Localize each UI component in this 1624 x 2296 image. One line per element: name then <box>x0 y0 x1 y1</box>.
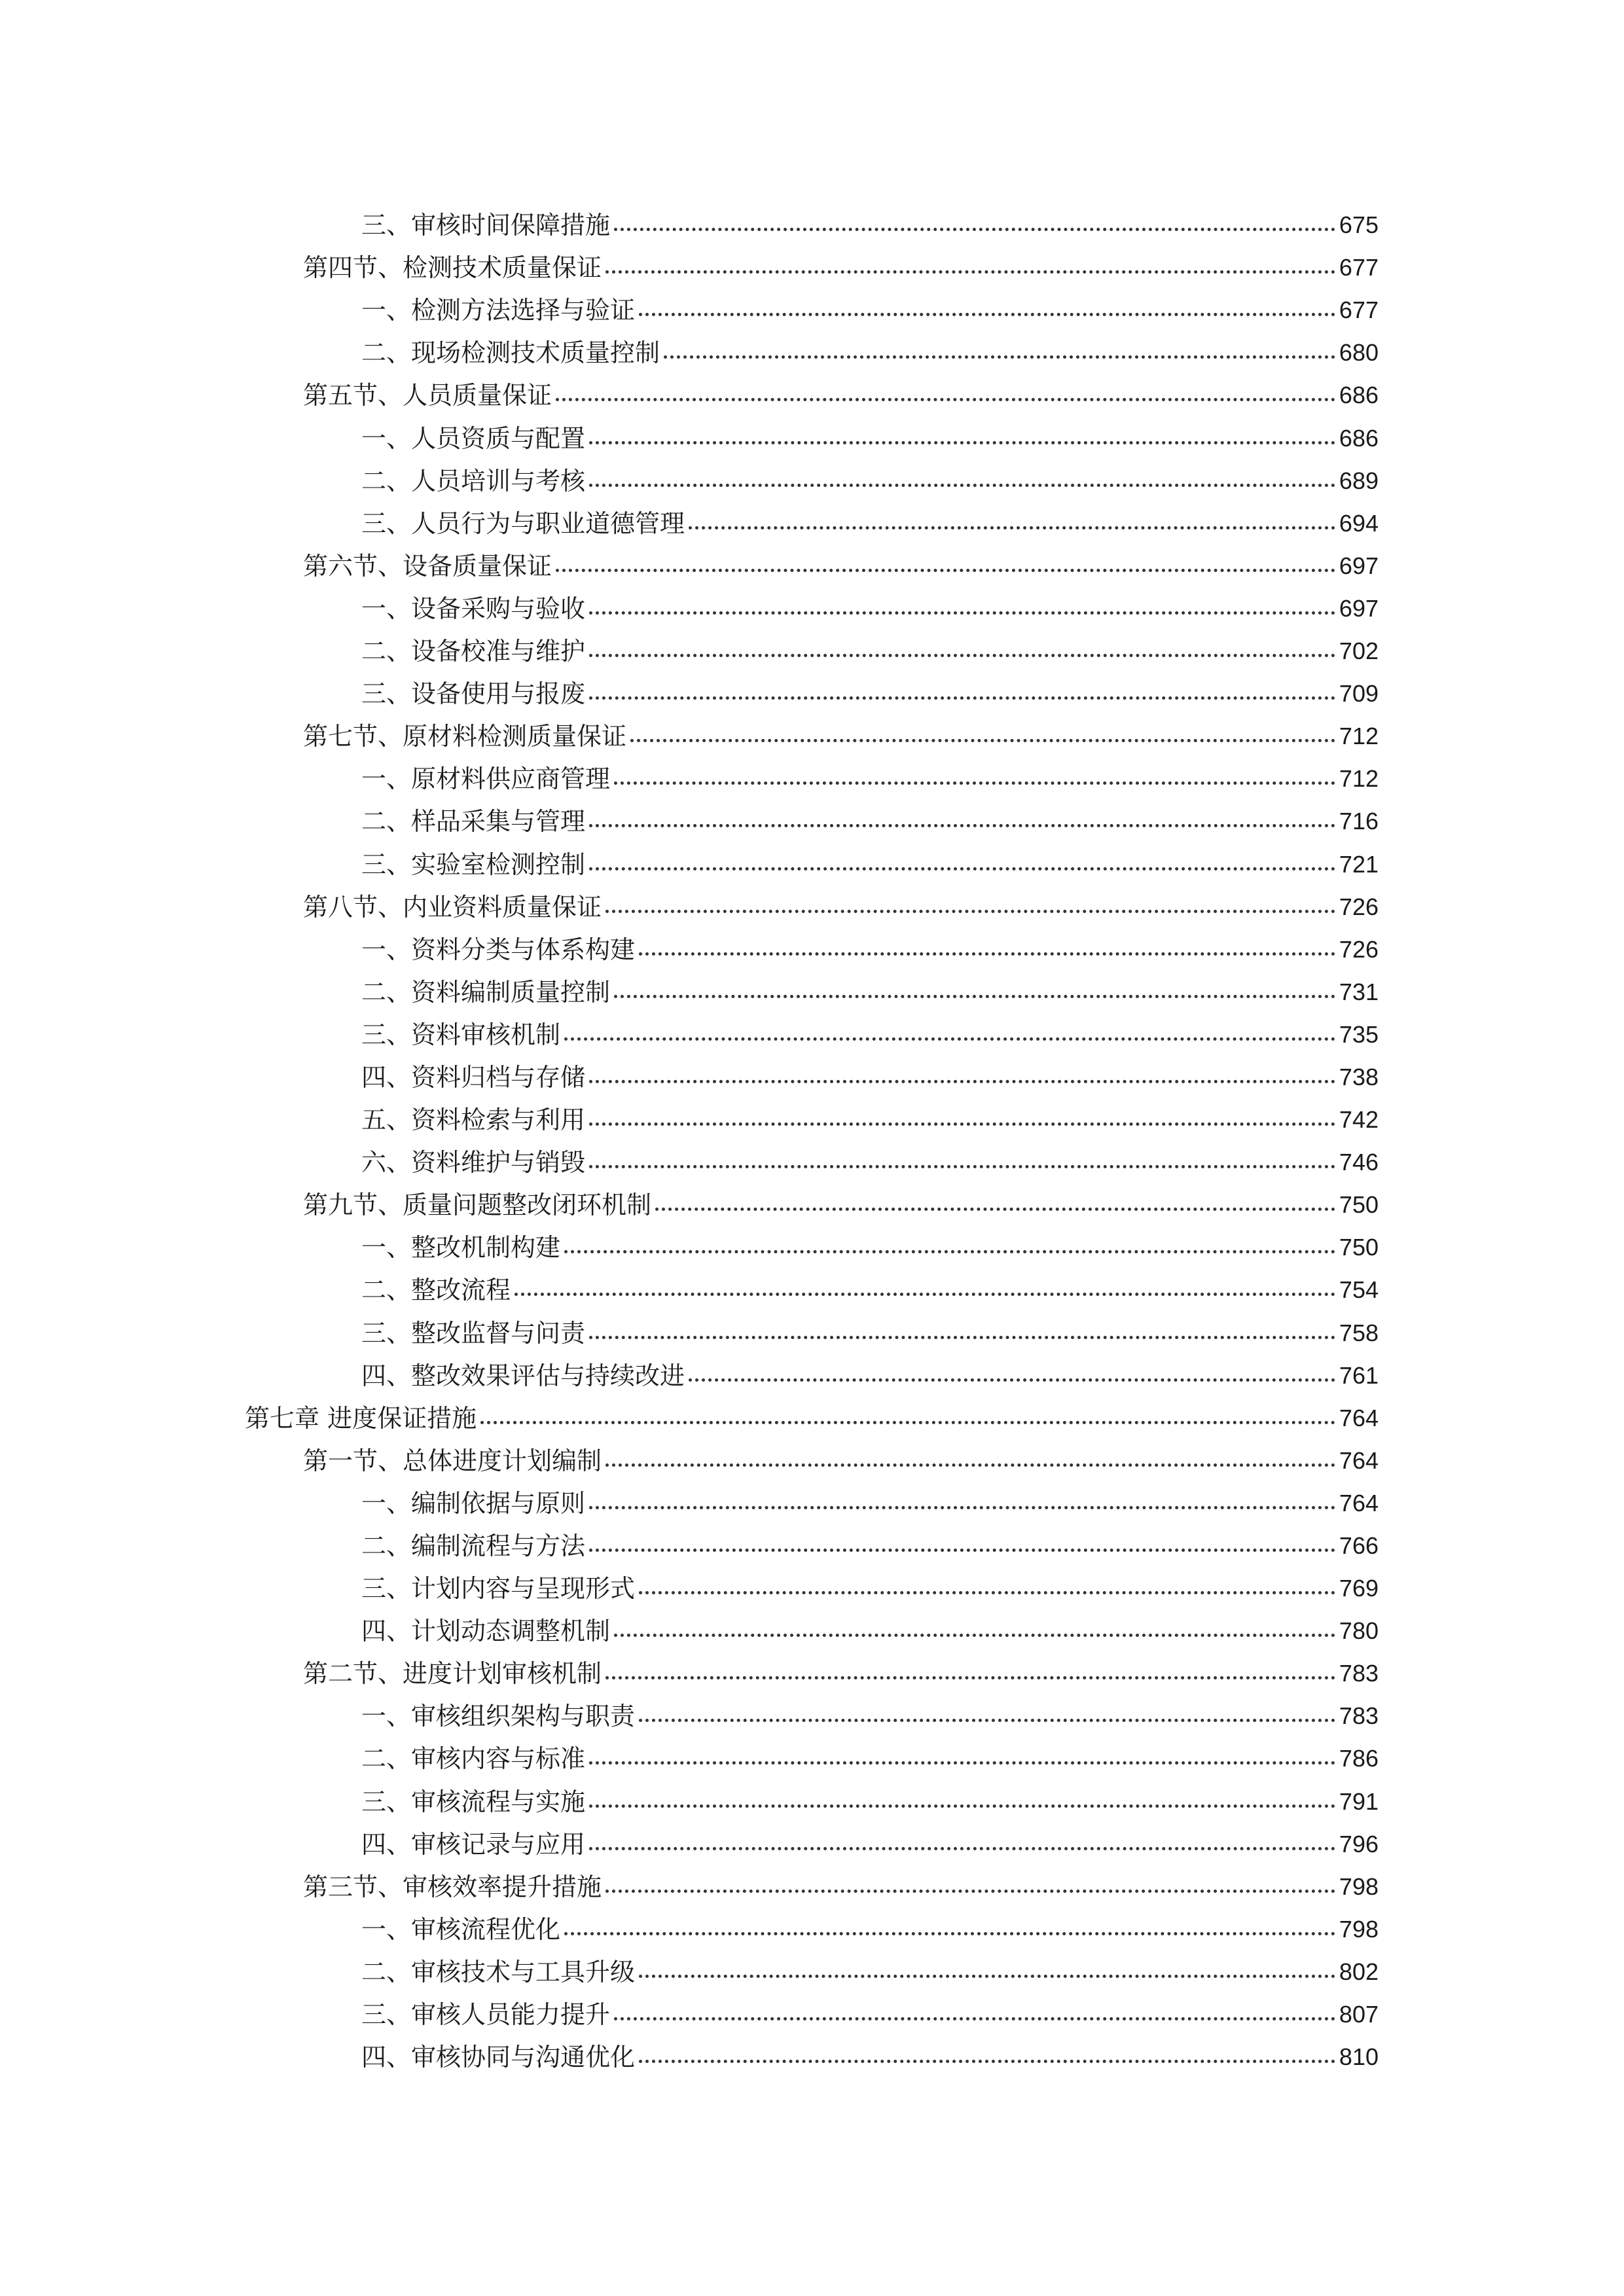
toc-entry-item[interactable] <box>0 454 1624 496</box>
toc-entry-item[interactable] <box>0 1092 1624 1135</box>
toc-entry-section[interactable] <box>0 240 1624 283</box>
toc-entry-item[interactable] <box>0 666 1624 709</box>
toc-entry-title: 二、审核技术与工具升级 <box>361 1957 636 1986</box>
toc-page-number: 810 <box>1339 2043 1379 2071</box>
toc-page-number: 796 <box>1339 1830 1379 1857</box>
dot-leader <box>589 696 1335 700</box>
dot-leader <box>639 2060 1335 2063</box>
toc-entry-chapter[interactable] <box>0 1391 1624 1433</box>
toc-entry-title: 第一节、总体进度计划编制 <box>303 1446 602 1475</box>
toc-page-number: 738 <box>1339 1063 1379 1090</box>
toc-entry-title: 三、审核人员能力提升 <box>361 2000 611 2030</box>
dot-leader <box>589 611 1335 615</box>
toc-entry-title: 四、审核协同与沟通优化 <box>361 2043 636 2072</box>
toc-entry-title: 三、实验室检测控制 <box>361 850 586 879</box>
dot-leader <box>639 952 1335 956</box>
toc-entry-item[interactable] <box>0 1305 1624 1348</box>
toc-entry-item[interactable] <box>0 1604 1624 1646</box>
dot-leader <box>605 910 1335 913</box>
toc-page-number: 697 <box>1339 594 1379 622</box>
toc-entry-title: 第七章 进度保证措施 <box>245 1403 477 1433</box>
toc-entry-item[interactable] <box>0 283 1624 325</box>
toc-entry-item[interactable] <box>0 1689 1624 1731</box>
toc-entry-title: 一、原材料供应商管理 <box>361 764 611 794</box>
dot-leader <box>655 1208 1335 1211</box>
dot-leader <box>589 1165 1335 1168</box>
toc-entry-title: 一、编制依据与原则 <box>361 1488 586 1518</box>
toc-entry-title: 一、检测方法选择与验证 <box>361 296 636 325</box>
toc-page-number: 726 <box>1339 935 1379 963</box>
dot-leader <box>664 355 1335 359</box>
dot-leader <box>589 1122 1335 1126</box>
toc-entry-title: 第九节、质量问题整改闭环机制 <box>303 1191 652 1220</box>
toc-entry-item[interactable] <box>0 794 1624 836</box>
toc-entry-title: 二、资料编制质量控制 <box>361 977 611 1007</box>
toc-entry-title: 三、计划内容与呈现形式 <box>361 1574 636 1604</box>
toc-page-number: 735 <box>1339 1020 1379 1048</box>
toc-entry-item[interactable] <box>0 2030 1624 2072</box>
dot-leader <box>514 1293 1335 1296</box>
toc-page-number: 764 <box>1339 1446 1379 1474</box>
toc-entry-item[interactable] <box>0 581 1624 624</box>
toc-entry-item[interactable] <box>0 1135 1624 1177</box>
toc-entry-title: 一、整改机制构建 <box>361 1233 561 1263</box>
toc-page-number: 680 <box>1339 339 1379 367</box>
toc-page-number: 702 <box>1339 637 1379 665</box>
toc-entry-item[interactable] <box>0 198 1624 240</box>
toc-entry-item[interactable] <box>0 965 1624 1007</box>
toc-page-number: 754 <box>1339 1276 1379 1304</box>
toc-page-number: 709 <box>1339 680 1379 708</box>
toc-page-number: 746 <box>1339 1149 1379 1176</box>
dot-leader <box>614 228 1335 231</box>
dot-leader <box>556 398 1335 401</box>
dot-leader <box>614 2017 1335 2020</box>
toc-entry-title: 四、计划动态调整机制 <box>361 1617 611 1646</box>
toc-entry-title: 二、样品采集与管理 <box>361 807 586 836</box>
toc-entry-section[interactable] <box>0 1177 1624 1220</box>
toc-entry-title: 第七节、原材料检测质量保证 <box>303 722 627 751</box>
dot-leader <box>564 1037 1335 1041</box>
dot-leader <box>556 569 1335 572</box>
toc-page-number: 712 <box>1339 765 1379 793</box>
toc-page-number: 726 <box>1339 893 1379 920</box>
dot-leader <box>639 1975 1335 1978</box>
dot-leader <box>689 1378 1335 1382</box>
toc-page-number: 766 <box>1339 1532 1379 1559</box>
toc-entry-title: 四、资料归档与存储 <box>361 1062 586 1092</box>
toc-entry-item[interactable] <box>0 624 1624 666</box>
dot-leader <box>589 1336 1335 1339</box>
dot-leader <box>589 1804 1335 1808</box>
toc-entry-title: 一、资料分类与体系构建 <box>361 935 636 964</box>
dot-leader <box>605 270 1335 274</box>
dot-leader <box>614 1634 1335 1637</box>
toc-entry-title: 第四节、检测技术质量保证 <box>303 253 602 283</box>
dot-leader <box>564 1250 1335 1253</box>
toc-page-number: 686 <box>1339 424 1379 452</box>
dot-leader <box>639 1719 1335 1722</box>
toc-page-number: 764 <box>1339 1404 1379 1431</box>
toc-page-number: 731 <box>1339 978 1379 1005</box>
toc-page-number: 769 <box>1339 1575 1379 1602</box>
toc-entry-title: 三、审核时间保障措施 <box>361 211 611 240</box>
toc-entry-section[interactable] <box>0 1859 1624 1902</box>
toc-page-number: 798 <box>1339 1915 1379 1943</box>
toc-entry-title: 四、整改效果评估与持续改进 <box>361 1361 685 1390</box>
dot-leader <box>605 1890 1335 1893</box>
toc-page-number: 675 <box>1339 211 1379 239</box>
toc-page-number: 750 <box>1339 1234 1379 1261</box>
toc-page-number: 686 <box>1339 382 1379 409</box>
toc-entry-title: 一、审核组织架构与职责 <box>361 1702 636 1731</box>
toc-entry-title: 三、设备使用与报废 <box>361 679 586 709</box>
toc-entry-item[interactable] <box>0 1050 1624 1092</box>
toc-entry-title: 第五节、人员质量保证 <box>303 381 552 410</box>
dot-leader <box>564 1932 1335 1935</box>
dot-leader <box>589 654 1335 657</box>
toc-entry-item[interactable] <box>0 410 1624 453</box>
toc-entry-item[interactable] <box>0 1263 1624 1305</box>
toc-entry-item[interactable] <box>0 1220 1624 1263</box>
toc-entry-item[interactable] <box>0 1561 1624 1604</box>
dot-leader <box>605 1676 1335 1679</box>
toc-entry-item[interactable] <box>0 1987 1624 2030</box>
toc-entry-title: 一、设备采购与验收 <box>361 594 586 623</box>
toc-entry-title: 二、现场检测技术质量控制 <box>361 338 660 368</box>
toc-entry-section[interactable] <box>0 1646 1624 1689</box>
toc-page-number: 697 <box>1339 552 1379 579</box>
toc-entry-section[interactable] <box>0 1433 1624 1476</box>
toc-entry-item[interactable] <box>0 922 1624 965</box>
dot-leader <box>589 1761 1335 1765</box>
toc-entry-section[interactable] <box>0 709 1624 751</box>
toc-entry-title: 一、审核流程优化 <box>361 1914 561 1944</box>
dot-leader <box>614 995 1335 998</box>
toc-entry-item[interactable] <box>0 1817 1624 1859</box>
toc-page-number: 694 <box>1339 509 1379 537</box>
toc-page-number: 716 <box>1339 808 1379 835</box>
toc-entry-item[interactable] <box>0 1518 1624 1561</box>
dot-leader <box>589 1080 1335 1083</box>
toc-page-number: 689 <box>1339 467 1379 494</box>
toc-entry-item[interactable] <box>0 1774 1624 1816</box>
dot-leader <box>589 867 1335 870</box>
toc-entry-item[interactable] <box>0 1007 1624 1050</box>
toc-page-number: 783 <box>1339 1660 1379 1687</box>
toc-entry-title: 二、人员培训与考核 <box>361 466 586 495</box>
dot-leader <box>589 441 1335 444</box>
toc-page-number: 677 <box>1339 254 1379 281</box>
toc-entry-item[interactable] <box>0 836 1624 879</box>
toc-entry-title: 二、审核内容与标准 <box>361 1744 586 1774</box>
toc-page-number: 786 <box>1339 1745 1379 1772</box>
toc-entry-section[interactable] <box>0 368 1624 410</box>
toc-page-number: 798 <box>1339 1873 1379 1900</box>
dot-leader <box>589 1847 1335 1850</box>
toc-entry-title: 第六节、设备质量保证 <box>303 551 552 581</box>
toc-entry-title: 五、资料检索与利用 <box>361 1105 586 1135</box>
dot-leader <box>589 1549 1335 1552</box>
toc-page-number: 791 <box>1339 1787 1379 1815</box>
dot-leader <box>639 1591 1335 1594</box>
toc-entry-title: 三、整改监督与问责 <box>361 1318 586 1348</box>
toc-entry-item[interactable] <box>0 325 1624 368</box>
toc-page-number: 764 <box>1339 1489 1379 1516</box>
toc-entry-title: 四、审核记录与应用 <box>361 1829 586 1859</box>
toc-page-number: 780 <box>1339 1617 1379 1645</box>
table-of-contents <box>0 198 1624 2072</box>
toc-entry-section[interactable] <box>0 880 1624 922</box>
toc-page-number: 677 <box>1339 296 1379 324</box>
toc-page-number: 807 <box>1339 2001 1379 2028</box>
toc-entry-item[interactable] <box>0 1902 1624 1945</box>
toc-page-number: 783 <box>1339 1702 1379 1730</box>
dot-leader <box>630 739 1335 742</box>
dot-leader <box>589 1506 1335 1509</box>
toc-entry-item[interactable] <box>0 1731 1624 1774</box>
dot-leader <box>589 824 1335 827</box>
toc-entry-item[interactable] <box>0 496 1624 539</box>
toc-page-number: 761 <box>1339 1361 1379 1389</box>
toc-page-number: 758 <box>1339 1319 1379 1346</box>
toc-entry-title: 二、整改流程 <box>361 1276 511 1305</box>
toc-entry-item[interactable] <box>0 751 1624 794</box>
dot-leader <box>639 313 1335 316</box>
dot-leader <box>614 781 1335 785</box>
toc-entry-title: 第三节、审核效率提升措施 <box>303 1872 602 1901</box>
toc-entry-title: 三、资料审核机制 <box>361 1020 561 1049</box>
toc-entry-item[interactable] <box>0 1476 1624 1518</box>
toc-entry-item[interactable] <box>0 1348 1624 1391</box>
toc-entry-title: 二、编制流程与方法 <box>361 1532 586 1560</box>
toc-page-number: 742 <box>1339 1106 1379 1134</box>
toc-entry-title: 一、人员资质与配置 <box>361 423 586 453</box>
dot-leader <box>689 526 1335 529</box>
dot-leader <box>589 484 1335 487</box>
toc-entry-item[interactable] <box>0 1945 1624 1987</box>
toc-page-number: 802 <box>1339 1958 1379 1985</box>
toc-entry-title: 三、审核流程与实施 <box>361 1787 586 1816</box>
toc-page-number: 750 <box>1339 1191 1379 1219</box>
toc-entry-section[interactable] <box>0 539 1624 581</box>
toc-entry-title: 三、人员行为与职业道德管理 <box>361 509 685 538</box>
toc-entry-title: 六、资料维护与销毁 <box>361 1148 586 1177</box>
toc-page-number: 712 <box>1339 723 1379 750</box>
dot-leader <box>480 1421 1335 1424</box>
toc-entry-title: 第八节、内业资料质量保证 <box>303 892 602 922</box>
toc-page-number: 721 <box>1339 850 1379 878</box>
toc-entry-title: 二、设备校准与维护 <box>361 637 586 666</box>
toc-entry-title: 第二节、进度计划审核机制 <box>303 1659 602 1689</box>
dot-leader <box>605 1463 1335 1467</box>
